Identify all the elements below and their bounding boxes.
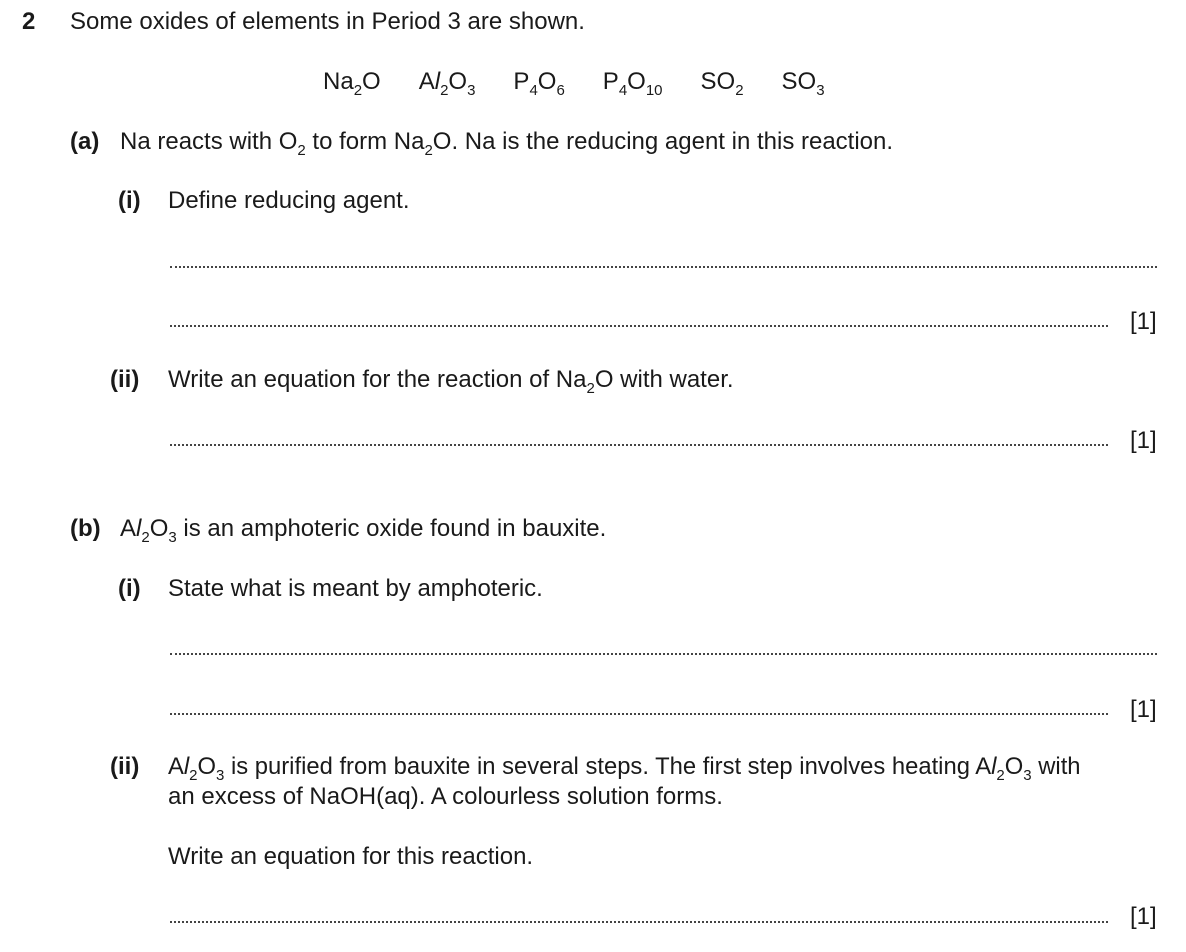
text-run: Define reducing agent. [168, 187, 410, 214]
subscript: 2 [353, 82, 363, 99]
part-a-i-label: (i) [118, 187, 141, 214]
text-run: A [168, 753, 184, 780]
subscript: 3 [168, 529, 177, 546]
part-a-i-question [168, 189, 410, 213]
text-run: Na [323, 68, 354, 95]
text-run: SO [781, 68, 817, 95]
text-run: P [602, 68, 619, 95]
text-run: O. Na is the reducing agent in this reaction. [432, 128, 894, 155]
text-run: O [197, 753, 217, 780]
part-a-ii-question [168, 366, 734, 397]
subscript: 2 [586, 380, 595, 397]
text-run: l [991, 753, 997, 780]
text-run: is purified from bauxite in several steps. The first step involves heating A [224, 753, 992, 780]
subscript: 4 [618, 82, 628, 99]
text-run: A [418, 68, 435, 95]
part-a-ii-label: (ii) [110, 366, 140, 393]
part-b-label: (b) [70, 515, 101, 542]
text-run: O [448, 68, 468, 95]
part-b-i-question [168, 577, 543, 601]
oxide-formula [323, 68, 381, 99]
text-run: l [136, 515, 142, 542]
text-run: O [362, 68, 381, 95]
subscript: 3 [467, 82, 476, 99]
text-run: to form Na [305, 128, 425, 155]
answer-line-a-i-1[interactable] [170, 266, 1157, 268]
answer-line-a-ii[interactable] [170, 444, 1108, 446]
question-number: 2 [22, 8, 36, 35]
text-run: is an amphoteric oxide found in bauxite. [176, 515, 607, 542]
subscript: 3 [816, 82, 825, 99]
text-run: A [120, 515, 137, 542]
text-run: an excess of NaOH(aq). A colourless solution forms. [168, 783, 723, 810]
subscript: 3 [1023, 767, 1032, 784]
part-b-i-label: (i) [118, 575, 141, 602]
subscript: 2 [424, 142, 433, 159]
text-run: Write an equation for this reaction. [168, 843, 534, 870]
mark-b-i: [1] [1130, 696, 1157, 723]
subscript: 2 [440, 82, 449, 99]
subscript: 2 [141, 529, 150, 546]
part-b-ii-instruction [168, 845, 533, 869]
answer-line-b-i-2[interactable] [170, 713, 1108, 715]
text-run: with [1031, 753, 1081, 780]
text-run: O with water. [594, 366, 734, 393]
oxide-formula-list [323, 68, 825, 99]
text-run: O [537, 68, 557, 95]
subscript: 2 [996, 767, 1005, 784]
text-run: SO [700, 68, 736, 95]
text-run: State what is meant by amphoteric. [168, 575, 543, 602]
answer-line-b-ii[interactable] [170, 921, 1108, 923]
question-intro: Some oxides of elements in Period 3 are shown. [70, 8, 585, 35]
oxide-formula [602, 68, 663, 99]
answer-line-b-i-1[interactable] [170, 653, 1157, 655]
mark-a-i: [1] [1130, 308, 1157, 335]
oxide-formula [418, 68, 476, 99]
answer-line-a-i-2[interactable] [170, 325, 1108, 327]
subscript: 6 [556, 82, 565, 99]
oxide-formula [513, 68, 565, 99]
text-run: O [1004, 753, 1024, 780]
text-run: l [434, 68, 441, 95]
oxide-formula [781, 68, 825, 99]
text-run: Na reacts with O [120, 128, 298, 155]
oxide-formula [700, 68, 744, 99]
subscript: 10 [645, 82, 663, 99]
part-b-ii-question-line-2 [168, 785, 723, 809]
part-a-label: (a) [70, 128, 100, 155]
text-run: O [149, 515, 169, 542]
part-b-ii-question-line-1 [168, 753, 1081, 784]
mark-b-ii: [1] [1130, 903, 1157, 930]
subscript: 4 [529, 82, 538, 99]
text-run: l [183, 753, 190, 780]
subscript: 2 [735, 82, 744, 99]
mark-a-ii: [1] [1130, 427, 1157, 454]
text-run: Write an equation for the reaction of Na [168, 366, 587, 393]
part-b-stem [120, 515, 607, 546]
text-run: P [513, 68, 530, 95]
subscript: 2 [189, 767, 198, 784]
subscript: 2 [297, 142, 306, 159]
text-run: O [627, 68, 646, 95]
subscript: 3 [216, 767, 225, 784]
part-b-ii-label: (ii) [110, 753, 140, 780]
part-a-stem [120, 128, 894, 159]
